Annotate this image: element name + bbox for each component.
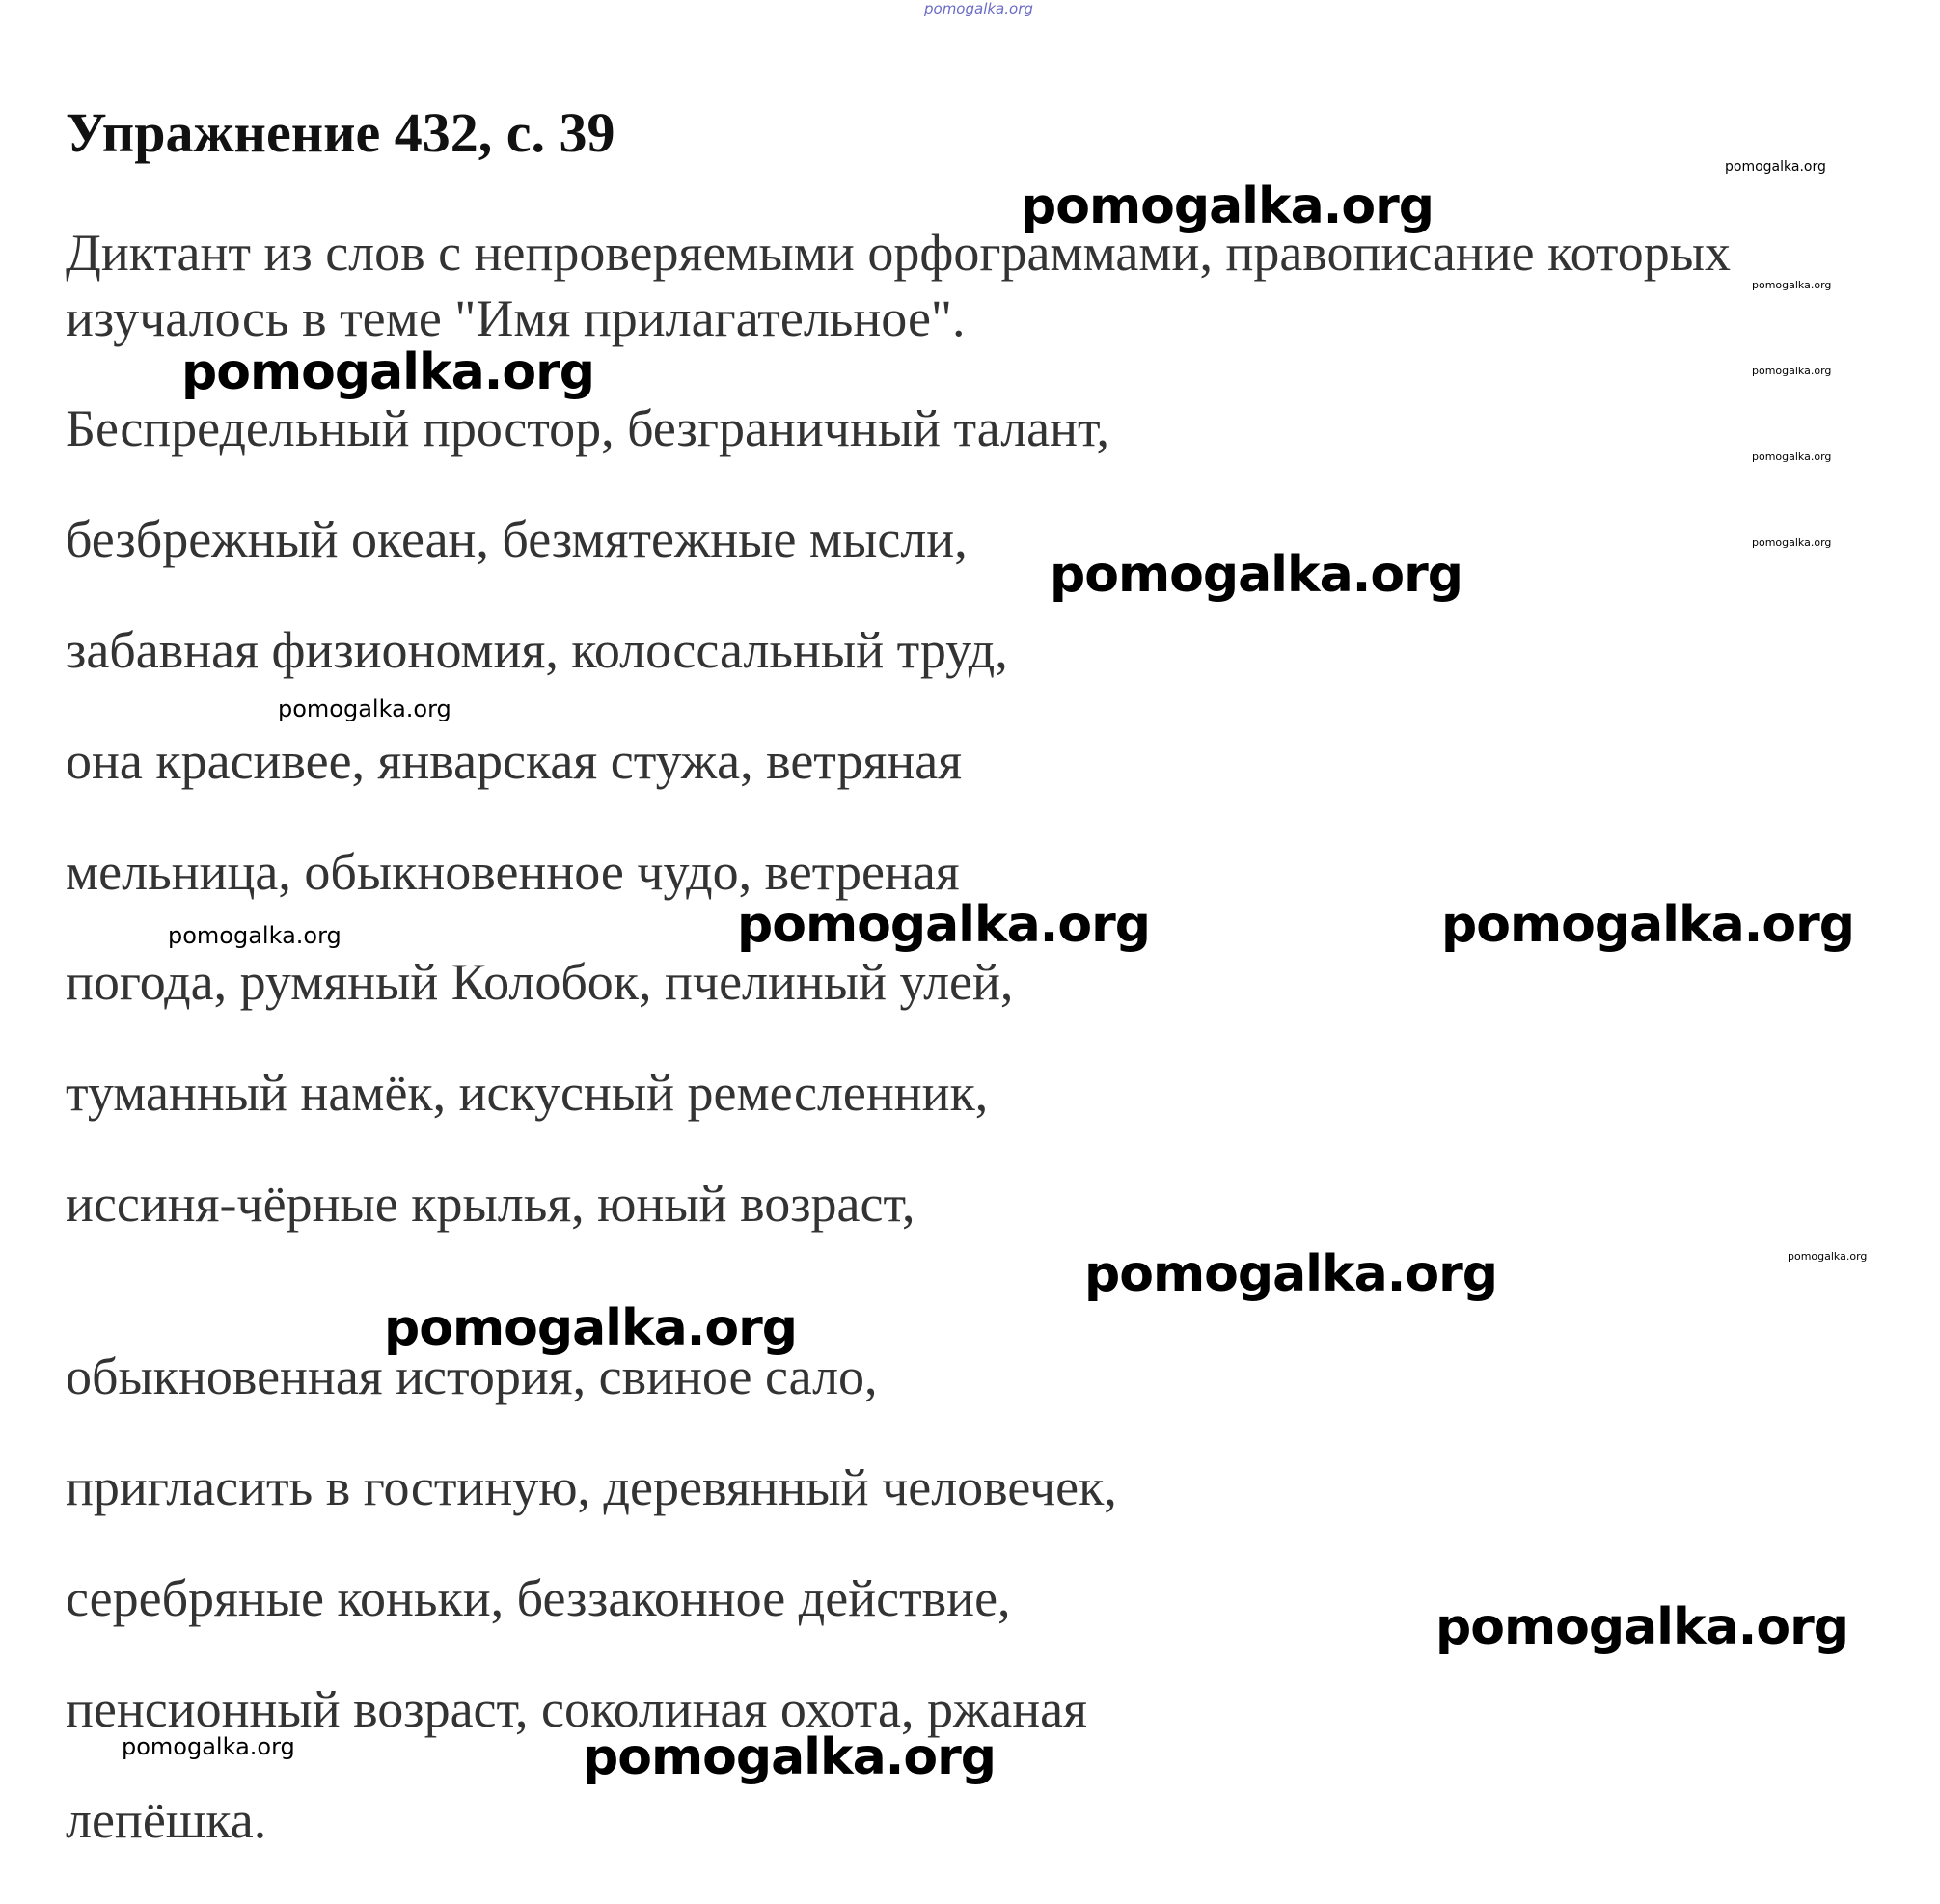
watermark: pomogalka.org xyxy=(1752,279,1832,291)
watermark: pomogalka.org xyxy=(1752,536,1832,549)
dictation-line-1: Беспредельный простор, безграничный талант, xyxy=(66,399,1110,457)
watermark: pomogalka.org xyxy=(1021,177,1435,235)
dictation-line-9: обыкновенная история, свиное сало, xyxy=(66,1347,878,1405)
watermark: pomogalka.org xyxy=(1752,450,1832,463)
dictation-line-10: пригласить в гостиную, деревянный человечек, xyxy=(66,1458,1117,1516)
watermark: pomogalka.org xyxy=(1435,1598,1849,1656)
watermark: pomogalka.org xyxy=(737,896,1151,954)
watermark: pomogalka.org xyxy=(384,1299,798,1357)
watermark: pomogalka.org xyxy=(583,1728,997,1786)
watermark: pomogalka.org xyxy=(181,343,595,401)
dictation-line-4: она красивее, январская стужа, ветряная xyxy=(66,732,963,790)
header-watermark: pomogalka.org xyxy=(924,0,1033,17)
exercise-title: Упражнение 432, с. 39 xyxy=(66,101,615,164)
watermark: pomogalka.org xyxy=(122,1733,295,1760)
watermark: pomogalka.org xyxy=(1725,159,1826,175)
watermark: pomogalka.org xyxy=(1441,896,1855,954)
watermark: pomogalka.org xyxy=(1752,365,1832,377)
dictation-line-11: серебряные коньки, беззаконное действие, xyxy=(66,1569,1011,1627)
dictation-line-7: туманный намёк, искусный ремесленник, xyxy=(66,1064,989,1122)
watermark: pomogalka.org xyxy=(1788,1250,1868,1263)
dictation-line-12: пенсионный возраст, соколиная охота, ржаная xyxy=(66,1680,1087,1738)
dictation-line-13: лепёшка. xyxy=(66,1791,267,1849)
dictation-line-5: мельница, обыкновенное чудо, ветреная xyxy=(66,843,960,901)
dictation-line-2: безбрежный океан, безмятежные мысли, xyxy=(66,510,968,568)
watermark: pomogalka.org xyxy=(1050,546,1463,604)
dictation-line-3: забавная физиономия, колоссальный труд, xyxy=(66,621,1008,679)
intro-text: Диктант из слов с непроверяемыми орфограммами, правописание которых изучалось в теме "Имя прилагательное". xyxy=(66,224,1732,347)
watermark: pomogalka.org xyxy=(1084,1245,1498,1303)
dictation-line-8: иссиня-чёрные крылья, юный возраст, xyxy=(66,1175,915,1233)
dictation-line-6: погода, румяный Колобок, пчелиный улей, xyxy=(66,953,1014,1011)
watermark: pomogalka.org xyxy=(278,695,451,722)
watermark: pomogalka.org xyxy=(168,922,342,949)
